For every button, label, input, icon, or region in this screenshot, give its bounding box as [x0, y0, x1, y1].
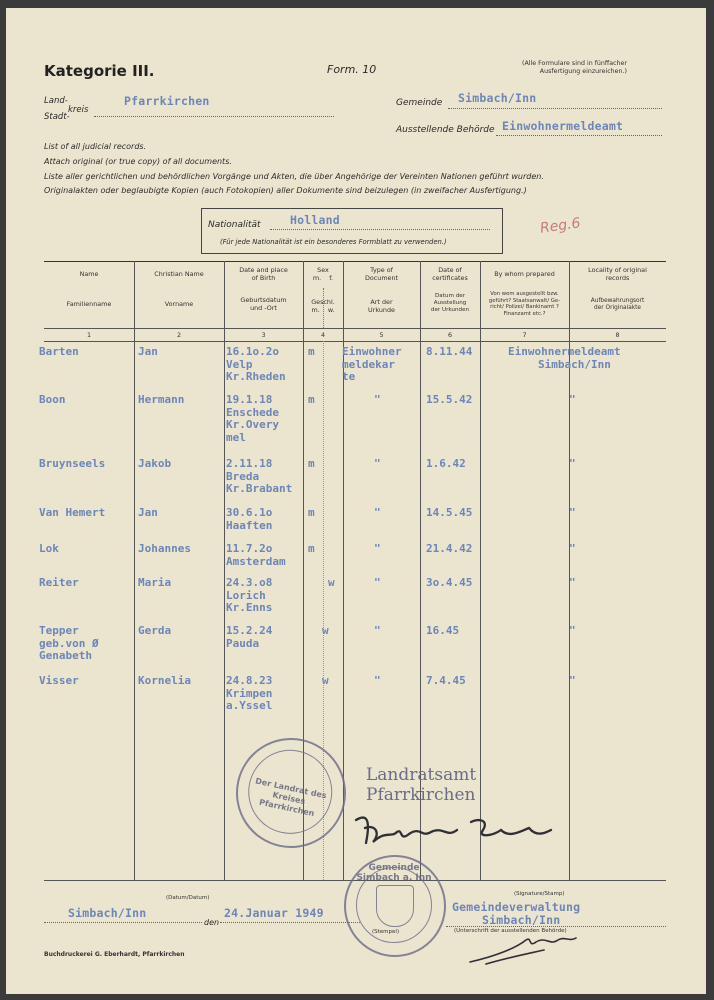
instruction-line: List of all judicial records.	[44, 142, 147, 151]
cell-locality: "	[569, 542, 576, 555]
cell-locality: "	[569, 393, 576, 406]
cell-doc-type: "	[374, 393, 381, 406]
cell-name: Reiter	[39, 576, 79, 589]
form-sheet	[6, 8, 706, 994]
cell-name: Lok	[39, 542, 59, 555]
col-header-en: By whom prepared	[494, 270, 555, 278]
signature-label: (Signature/Stamp)	[514, 891, 565, 897]
col-number: 1	[86, 331, 92, 339]
cell-sex-m: m	[308, 393, 315, 406]
col-header-de: Familienname	[66, 300, 112, 308]
cell-doc-type: "	[374, 624, 381, 637]
col-header-de: Geburtsdatum und -Ort	[240, 296, 287, 312]
cell-vorname: Maria	[138, 576, 172, 589]
landrat-stamp-text: Der Landrat des Kreises Pfarrkirchen	[254, 776, 328, 819]
col-header-de: Von wem ausgestellt bzw. geführt? Staatsanwalt/ Ge- richt/ Polizei/ Bankinamt ? Finanzamt etc.?	[488, 291, 561, 317]
signature-note: (Unterschrift der ausstellenden Behörde)	[454, 928, 567, 934]
cell-birth: 2.11.18 Breda Kr.Brabant	[226, 457, 293, 495]
landrat-round-stamp	[226, 728, 356, 858]
stempel-label: (Stempel)	[372, 929, 400, 935]
cell-birth: 19.1.18 Enschede Kr.Overy mel	[226, 393, 279, 444]
cell-birth: 24.3.o8 Lorich Kr.Enns	[226, 576, 273, 614]
table-number-rule	[44, 341, 666, 342]
col-number: 4	[320, 331, 326, 339]
cell-birth: 30.6.1o Haaften	[226, 506, 273, 532]
col-number: 7	[522, 331, 527, 339]
nationality-box	[201, 208, 503, 254]
col-header-en: Date and place of Birth	[239, 266, 288, 282]
gemeinde-stamp-text: Gemeinde Simbach a. Inn	[356, 863, 432, 883]
land-label: Land-	[44, 96, 68, 106]
cell-name: Van Hemert	[39, 506, 106, 519]
col-number: 8	[615, 331, 620, 339]
kreis-label: kreis	[68, 105, 89, 115]
nationality-label: Nationalität	[208, 220, 261, 230]
col-divider	[480, 261, 481, 880]
date-label: (Datum/Datum)	[166, 895, 210, 901]
nationality-note: (Für jede Nationalität ist ein besonderes Formblatt zu verwenden.)	[220, 238, 447, 246]
gemeinde-round-stamp	[344, 855, 446, 957]
landrat-signature	[351, 808, 561, 853]
cell-vorname: Johannes	[138, 542, 191, 555]
cell-doc-date: 15.5.42	[426, 393, 473, 406]
cell-doc-date: 21.4.42	[426, 542, 473, 555]
instructions	[44, 140, 544, 199]
cell-doc-date: 7.4.45	[426, 674, 466, 687]
cell-locality: "	[569, 624, 576, 637]
col-header-de: Geschl. m. w.	[311, 298, 335, 314]
cell-doc-date: 1.6.42	[426, 457, 466, 470]
cell-locality: Simbach/Inn	[538, 358, 611, 371]
signature-line	[446, 926, 666, 927]
instruction-line: Originalakten oder beglaubigte Kopien (auch Fotokopien) aller Dokumente sind beizulegen (in zweifacher Ausfertigung.)	[44, 186, 527, 196]
cell-vorname: Jakob	[138, 457, 172, 470]
copies-note: (Alle Formulare sind in fünffacher Ausfertigung einzureichen.)	[522, 60, 627, 75]
gemeinde-label: Gemeinde	[396, 98, 443, 108]
col-number: 6	[447, 331, 453, 339]
cell-birth: 15.2.24 Pauda	[226, 624, 273, 650]
cell-name: Tepper geb.von Ø Genabeth	[39, 624, 99, 662]
form-number: Form. 10	[327, 63, 377, 76]
instruction-line: Liste aller gerichtlichen und behördlichen Vorgänge und Akten, die über Angehörige der Vereinten Nationen geführt wurden.	[44, 171, 544, 181]
col-number: 5	[379, 331, 384, 339]
place-line	[44, 922, 202, 923]
category-title: Kategorie III.	[44, 62, 155, 80]
cell-doc-date: 3o.4.45	[426, 576, 473, 589]
col-header-de: Art der Urkunde	[368, 298, 395, 314]
date-value: 24.Januar 1949	[224, 906, 324, 920]
cell-sex-m: m	[308, 506, 315, 519]
cell-name: Bruynseels	[39, 457, 106, 470]
cell-sex-m: m	[308, 345, 315, 358]
stadt-label: Stadt-	[44, 112, 70, 122]
cell-sex-m: m	[308, 542, 315, 555]
cell-name: Barten	[39, 345, 79, 358]
cell-locality: "	[569, 576, 576, 589]
date-line	[220, 922, 360, 923]
cell-sex-w: w	[322, 674, 329, 687]
cell-birth: 16.1o.2o Velp Kr.Rheden	[226, 345, 286, 383]
col-header-en: Sex m. f.	[312, 266, 334, 282]
cell-doc-type: "	[374, 457, 381, 470]
col-header-en: Christian Name	[154, 270, 204, 278]
cell-locality: "	[569, 506, 576, 519]
behoerde-label: Ausstellende Behörde	[396, 125, 495, 135]
den-label: den	[204, 918, 220, 927]
kreis-line	[94, 116, 334, 117]
cell-sex-m: m	[308, 457, 315, 470]
mayor-signature	[466, 928, 586, 968]
behoerde-line	[496, 135, 662, 136]
col-divider	[224, 261, 225, 880]
cell-name: Visser	[39, 674, 79, 687]
col-header-en: Type of Document	[364, 266, 399, 282]
pencil-annotation: Reg.6	[539, 215, 582, 237]
table-top-rule	[44, 261, 666, 262]
cell-vorname: Jan	[138, 506, 158, 519]
cell-locality: "	[569, 674, 576, 687]
cell-vorname: Kornelia	[138, 674, 191, 687]
col-header-de: Datum der Ausstellung der Urkunden	[430, 293, 470, 313]
cell-doc-type: "	[374, 576, 381, 589]
cell-doc-type: "	[374, 674, 381, 687]
cell-vorname: Hermann	[138, 393, 185, 406]
col-header-en: Name	[79, 270, 99, 278]
signer-line2: Simbach/Inn	[482, 913, 561, 927]
behoerde-value: Einwohnermeldeamt	[502, 119, 624, 133]
col-header-de: Aufbewahrungsort der Originalakte	[590, 298, 645, 311]
cell-birth: 24.8.23 Krimpen a.Yssel	[226, 674, 273, 712]
cell-name: Boon	[39, 393, 66, 406]
cell-sex-w: w	[328, 576, 335, 589]
nationality-line	[270, 229, 490, 230]
cell-doc-type: "	[374, 542, 381, 555]
col-header-de: Vorname	[164, 300, 194, 308]
place-value: Simbach/Inn	[68, 906, 147, 920]
nationality-value: Holland	[290, 213, 340, 227]
cell-vorname: Jan	[138, 345, 158, 358]
col-header-en: Locality of original records	[588, 266, 647, 282]
cell-sex-w: w	[322, 624, 329, 637]
cell-doc-type: Einwohner meldekar te	[342, 345, 402, 383]
printer-credit: Buchdruckerei G. Eberhardt, Pfarrkirchen	[44, 951, 185, 958]
gemeinde-value: Simbach/Inn	[458, 91, 537, 105]
cell-doc-date: 16.45	[426, 624, 460, 637]
instruction-line: Attach original (or true copy) of all documents.	[44, 156, 232, 166]
col-header-en: Date of certificates	[432, 266, 468, 282]
coat-of-arms-icon	[376, 885, 414, 927]
cell-doc-date: 14.5.45	[426, 506, 473, 519]
landratsamt-stamp: Landratsamt Pfarrkirchen	[366, 765, 477, 805]
col-divider	[134, 261, 135, 880]
cell-prepared-by: Einwohnermeldeamt	[508, 345, 621, 358]
col-number: 3	[261, 331, 266, 339]
cell-locality: "	[569, 457, 576, 470]
col-number: 2	[176, 331, 182, 339]
cell-birth: 11.7.2o Amsterdam	[226, 542, 286, 568]
signer-line1: Gemeindeverwaltung	[452, 900, 581, 914]
gemeinde-line	[448, 108, 662, 109]
cell-doc-type: "	[374, 506, 381, 519]
cell-doc-date: 8.11.44	[426, 345, 473, 358]
kreis-value: Pfarrkirchen	[124, 94, 210, 108]
table-header-rule	[44, 328, 666, 329]
cell-vorname: Gerda	[138, 624, 172, 637]
